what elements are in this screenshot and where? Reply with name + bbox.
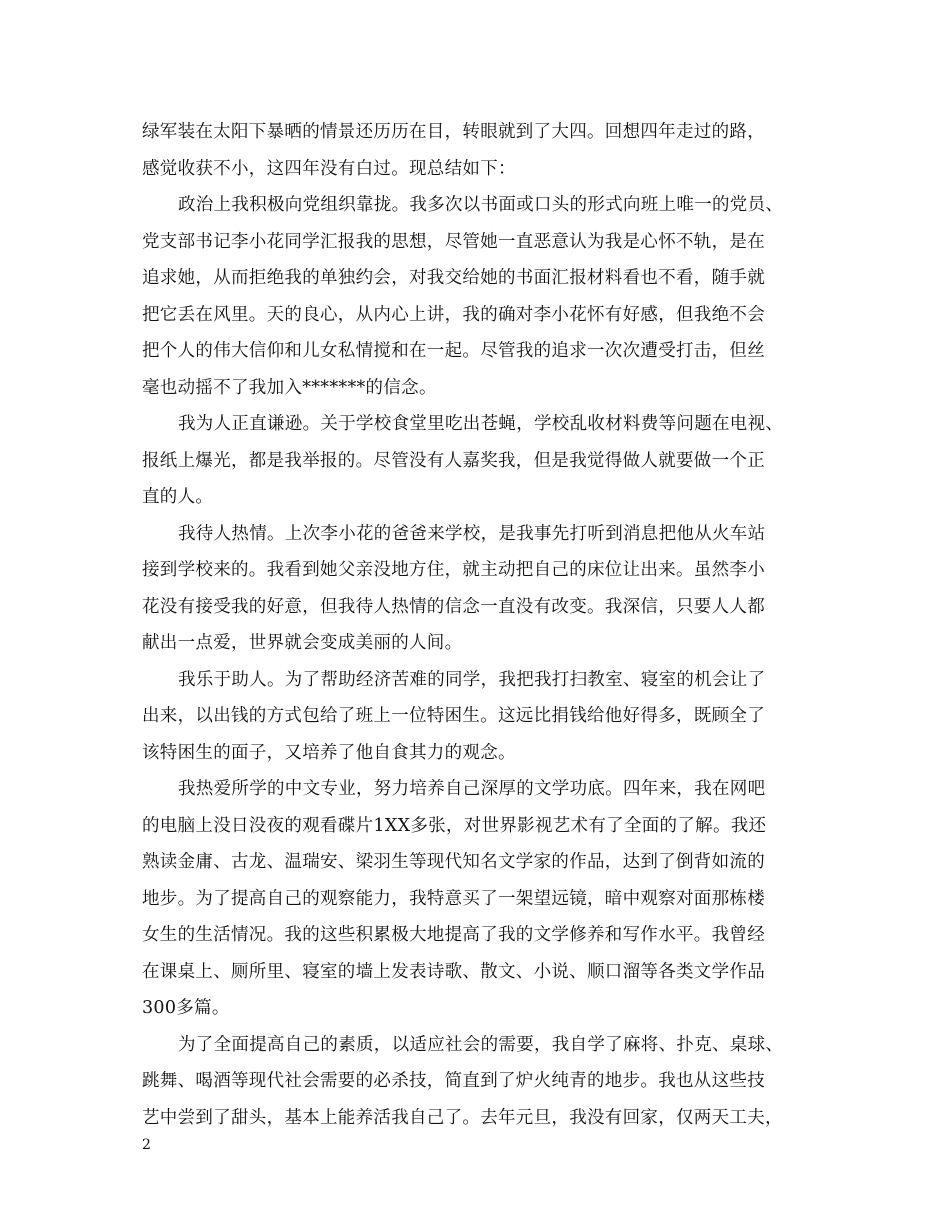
text-line: 熟读金庸、古龙、温瑞安、梁羽生等现代知名文学家的作品，达到了倒背如流的	[142, 852, 765, 872]
text-line: 我为人正直谦逊。关于学校食堂里吃出苍蝇，学校乱收材料费等问题在电视、	[178, 414, 784, 434]
text-line: 地步。为了提高自己的观察能力，我特意买了一架望远镜，暗中观察对面那栋楼	[142, 888, 765, 909]
text-line: 直的人。	[142, 487, 214, 507]
document-body	[142, 114, 842, 1136]
text-line: 300多篇。	[142, 998, 230, 1018]
text-line: 出来，以出钱的方式包给了班上一位特困生。这远比捐钱给他好得多，既顾全了	[142, 706, 765, 726]
text-line: 党支部书记李小花同学汇报我的思想，尽管她一直恶意认为我是心怀不轨，是在	[142, 231, 765, 252]
text-line: 毫也动摇不了我加入*******的信念。	[142, 377, 437, 398]
text-line: 女生的生活情况。我的这些积累极大地提高了我的文学修养和写作水平。我曾经	[142, 925, 765, 945]
page-number: 2	[142, 1137, 151, 1153]
text-line: 跳舞、喝酒等现代社会需要的必杀技，简直到了炉火纯青的地步。我也从这些技	[142, 1071, 765, 1091]
text-line: 我待人热情。上次李小花的爸爸来学校，是我事先打听到消息把他从火车站	[178, 523, 766, 544]
text-line: 感觉收获不小，这四年没有白过。现总结如下：	[142, 158, 516, 179]
text-line: 报纸上爆光，都是我举报的。尽管没有人嘉奖我，但是我觉得做人就要做一个正	[142, 450, 765, 471]
text-line: 我乐于助人。为了帮助经济苦难的同学，我把我打扫教室、寝室的机会让了	[178, 669, 766, 690]
text-line: 把个人的伟大信仰和儿女私情搅和在一起。尽管我的追求一次次遭受打击，但丝	[142, 341, 765, 361]
text-line: 献出一点爱，世界就会变成美丽的人间。	[142, 633, 463, 653]
text-line: 为了全面提高自己的素质，以适应社会的需要，我自学了麻将、扑克、桌球、	[178, 1034, 784, 1055]
text-line: 该特困生的面子，又培养了他自食其力的观念。	[142, 742, 516, 763]
text-line: 在课桌上、厕所里、寝室的墙上发表诗歌、散文、小说、顺口溜等各类文学作品	[142, 961, 765, 982]
text-line: 把它丢在风里。天的良心，从内心上讲，我的确对李小花怀有好感，但我绝不会	[142, 304, 765, 325]
text-line: 追求她，从而拒绝我的单独约会，对我交给她的书面汇报材料看也不看，随手就	[142, 268, 765, 288]
text-line: 绿军装在太阳下暴晒的情景还历历在目，转眼就到了大四。回想四年走过的路，	[142, 122, 765, 142]
text-line: 我热爱所学的中文专业，努力培养自己深厚的文学功底。四年来，我在网吧	[178, 779, 766, 799]
text-line: 接到学校来的。我看到她父亲没地方住，就主动把自己的床位让出来。虽然李小	[142, 560, 765, 580]
text-line: 花没有接受我的好意，但我待人热情的信念一直没有改变。我深信，只要人人都	[142, 596, 765, 617]
text-line: 的电脑上没日没夜的观看碟片1XX多张，对世界影视艺术有了全面的了解。我还	[142, 815, 767, 836]
text-line: 政治上我积极向党组织靠拢。我多次以书面或口头的形式向班上唯一的党员、	[178, 195, 784, 215]
text-line: 艺中尝到了甜头，基本上能养活我自己了。去年元旦，我没有回家，仅两天工夫，	[142, 1107, 783, 1128]
